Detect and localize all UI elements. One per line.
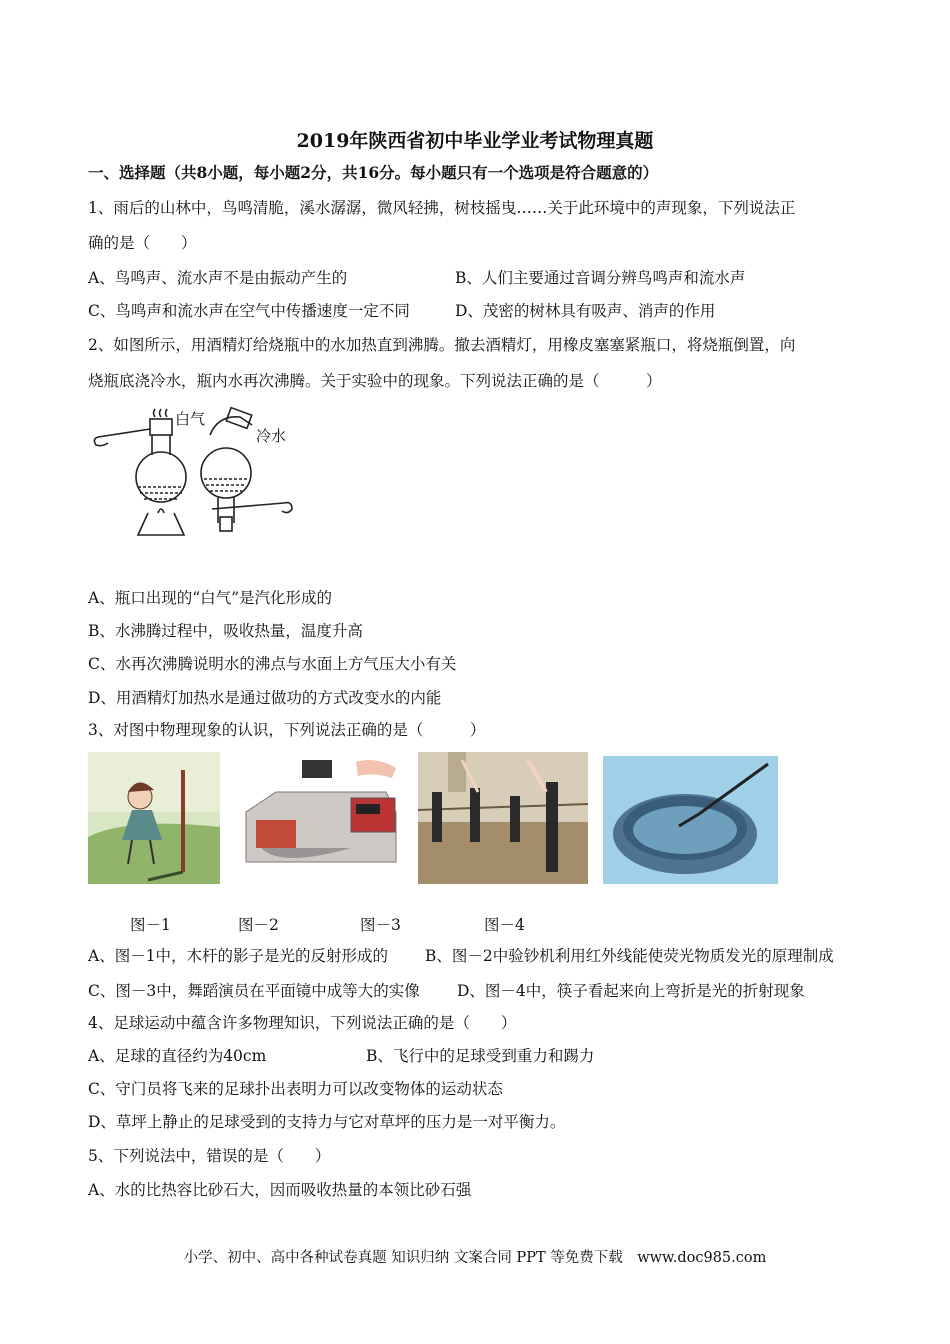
boiling-flask-diagram — [88, 405, 308, 550]
q2-stem-line2: 烧瓶底浇冷水，瓶内水再次沸腾。关于实验中的现象。下列说法正确的是（ ） — [88, 372, 662, 390]
q2-option-b: B、水沸腾过程中，吸收热量，温度升高 — [88, 622, 363, 640]
q3-option-c: C、图－3中，舞蹈演员在平面镜中成等大的实像 — [88, 982, 420, 1000]
q2-option-d: D、用酒精灯加热水是通过做功的方式改变水的内能 — [88, 689, 442, 707]
q5-stem: 5、下列说法中，错误的是（ ） — [88, 1147, 331, 1165]
section-heading: 一、选择题（共8小题，每小题2分，共16分。每小题只有一个选项是符合题意的） — [88, 163, 659, 182]
q3-option-a: A、图－1中，木杆的影子是光的反射形成的 — [88, 947, 389, 965]
figure-1-caption: 图－1 — [130, 916, 171, 934]
figure-2-caption: 图－2 — [238, 916, 279, 934]
q1-stem-line2: 确的是（ ） — [88, 234, 197, 252]
q1-option-a: A、鸟鸣声、流水声不是由振动产生的 — [88, 269, 348, 287]
q4-option-a: A、足球的直径约为40cm — [88, 1047, 267, 1065]
q4-option-b: B、飞行中的足球受到重力和踢力 — [366, 1047, 595, 1065]
q1-option-c: C、鸟鸣声和流水声在空气中传播速度一定不同 — [88, 302, 410, 320]
q1-option-d: D、茂密的树林具有吸声、消声的作用 — [455, 302, 716, 320]
q4-option-c: C、守门员将飞来的足球扑出表明力可以改变物体的运动状态 — [88, 1080, 503, 1098]
figure-4-chopsticks-bowl-image — [603, 756, 778, 884]
label-cold-water: 冷水 — [256, 427, 287, 445]
q3-stem: 3、对图中物理现象的认识，下列说法正确的是（ ） — [88, 721, 486, 739]
figure-4-caption: 图－4 — [484, 916, 525, 934]
q5-option-a: A、水的比热容比砂石大，因而吸收热量的本领比砂石强 — [88, 1181, 472, 1199]
q3-option-d: D、图－4中，筷子看起来向上弯折是光的折射现象 — [457, 982, 805, 1000]
q1-option-b: B、人们主要通过音调分辨鸟鸣声和流水声 — [455, 269, 746, 287]
page-footer: 小学、初中、高中各种试卷真题 知识归纳 文案合同 PPT 等免费下载 www.doc985.com — [183, 1250, 767, 1266]
q4-option-d: D、草坪上静止的足球受到的支持力与它对草坪的压力是一对平衡力。 — [88, 1113, 566, 1131]
figure-2-money-detector-image — [236, 752, 406, 884]
figure-3-dancers-image — [418, 752, 588, 884]
q4-stem: 4、足球运动中蕴含许多物理知识，下列说法正确的是（ ） — [88, 1014, 517, 1032]
figure-3-caption: 图－3 — [360, 916, 401, 934]
page-title: 2019年陕西省初中毕业学业考试物理真题 — [296, 130, 654, 152]
figure-1-shadow-image — [88, 752, 220, 884]
q3-option-b: B、图－2中验钞机利用红外线能使荧光物质发光的原理制成 — [425, 947, 834, 965]
q1-stem-line1: 1、雨后的山林中，鸟鸣清脆，溪水潺潺，微风轻拂，树枝摇曳……关于此环境中的声现象，下列说法正 — [88, 199, 796, 217]
label-steam: 白气 — [175, 410, 206, 428]
q2-option-a: A、瓶口出现的“白气”是汽化形成的 — [88, 589, 333, 607]
q2-option-c: C、水再次沸腾说明水的沸点与水面上方气压大小有关 — [88, 655, 457, 673]
q2-stem-line1: 2、如图所示，用酒精灯给烧瓶中的水加热直到沸腾。撤去酒精灯，用橡皮塞塞紧瓶口，将烧瓶倒置，向 — [88, 336, 796, 354]
